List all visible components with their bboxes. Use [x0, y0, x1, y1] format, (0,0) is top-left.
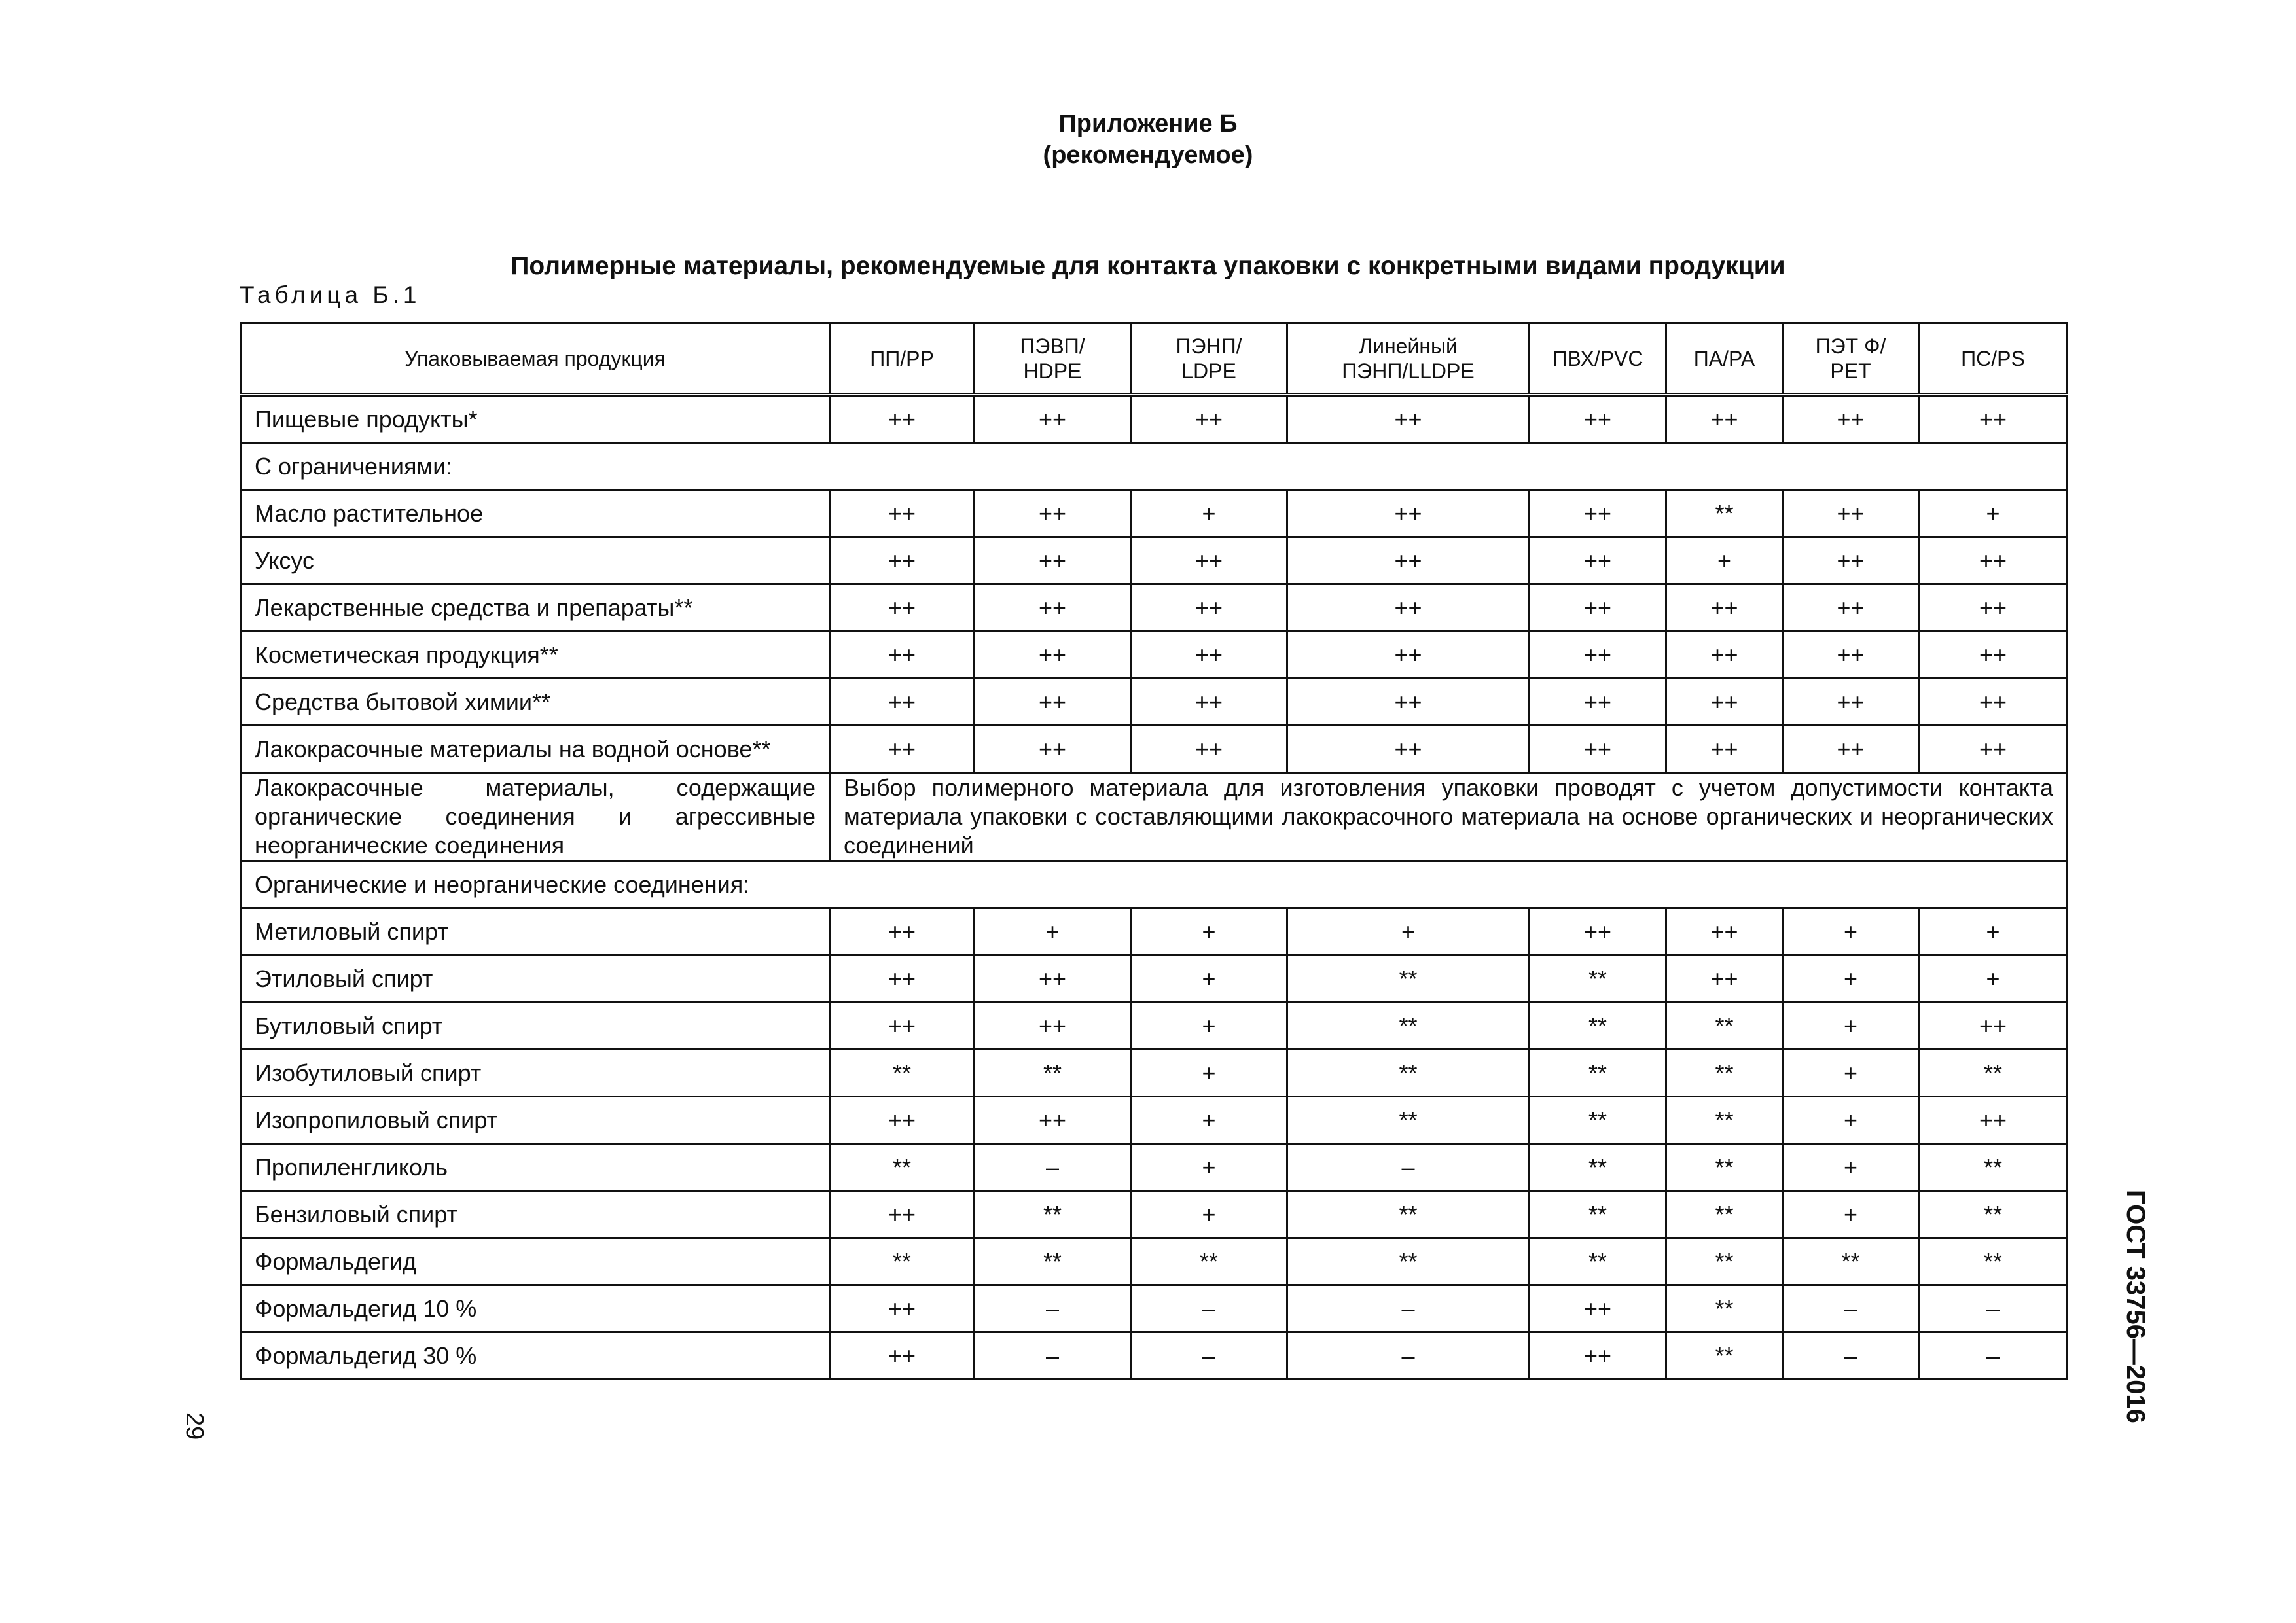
rating-cell: ++	[1287, 490, 1530, 537]
rating-cell: ++	[1783, 679, 1919, 726]
product-name: Формальдегид	[241, 1238, 830, 1285]
table-row	[241, 1238, 2068, 1285]
rating-cell: –	[1131, 1285, 1287, 1332]
rating-cell: **	[1530, 1097, 1666, 1144]
product-name: Лакокрасочные материалы, содержащие органические соединения и агрессивные неорганические соединения	[241, 773, 830, 861]
column-header-line: ПП/PP	[870, 346, 934, 370]
product-name: Изобутиловый спирт	[241, 1050, 830, 1097]
rating-cell: **	[1530, 1191, 1666, 1238]
table-row	[241, 632, 2068, 679]
rating-cell: ++	[1783, 395, 1919, 443]
column-header	[975, 323, 1131, 395]
table-row	[241, 908, 2068, 955]
rating-cell: **	[1666, 1050, 1783, 1097]
rating-cell: **	[1666, 1238, 1783, 1285]
rating-cell: +	[1783, 1097, 1919, 1144]
rating-cell: ++	[975, 1097, 1131, 1144]
product-name: Пропиленгликоль	[241, 1144, 830, 1191]
section-heading: Органические и неорганические соединения:	[241, 861, 2068, 908]
rating-cell: ++	[1666, 908, 1783, 955]
rating-cell: +	[1783, 1191, 1919, 1238]
rating-cell: ++	[1530, 1285, 1666, 1332]
rating-cell: **	[830, 1144, 975, 1191]
table-row	[241, 955, 2068, 1003]
rating-cell: ++	[1131, 395, 1287, 443]
rating-cell: ++	[1919, 395, 2068, 443]
rating-cell: **	[975, 1191, 1131, 1238]
rating-cell: ++	[1666, 726, 1783, 773]
rating-cell: ++	[830, 1191, 975, 1238]
rating-cell: ++	[1530, 726, 1666, 773]
rating-cell: ++	[1287, 537, 1530, 584]
rating-cell: ++	[1530, 1332, 1666, 1380]
column-header-line: ПЭНП/LLDPE	[1342, 359, 1475, 383]
table-row	[241, 773, 2068, 861]
rating-cell: ++	[1530, 679, 1666, 726]
rating-cell: **	[975, 1238, 1131, 1285]
annex-title: Приложение Б	[1058, 110, 1238, 137]
rating-cell: ++	[975, 395, 1131, 443]
rating-cell: ++	[1919, 726, 2068, 773]
table-row	[241, 726, 2068, 773]
column-header-line: HDPE	[1023, 359, 1082, 383]
column-header-line: Линейный	[1359, 334, 1458, 358]
rating-cell: **	[1919, 1144, 2068, 1191]
product-name: Метиловый спирт	[241, 908, 830, 955]
table-label: Таблица Б.1	[240, 281, 421, 308]
rating-cell: ++	[1783, 632, 1919, 679]
rating-cell: **	[1131, 1238, 1287, 1285]
rating-cell: **	[1287, 1191, 1530, 1238]
rating-cell: ++	[975, 537, 1131, 584]
product-name: Формальдегид 30 %	[241, 1332, 830, 1380]
rating-cell: ++	[1131, 632, 1287, 679]
rating-cell: ++	[975, 726, 1131, 773]
rating-cell: ++	[1783, 584, 1919, 632]
product-name: Этиловый спирт	[241, 955, 830, 1003]
rating-cell: **	[1666, 490, 1783, 537]
rating-cell: **	[1530, 1238, 1666, 1285]
rating-cell: ++	[1666, 632, 1783, 679]
rating-cell: ++	[1666, 395, 1783, 443]
selection-note: Выбор полимерного материала для изготовления упаковки проводят с учетом допустимости контакта материала упаковки с составляющими лакокрасочного материала на основе органических и неорганических соединений	[830, 773, 2068, 861]
rating-cell: **	[1287, 1050, 1530, 1097]
table-row	[241, 1050, 2068, 1097]
rating-cell: **	[1919, 1238, 2068, 1285]
table-row	[241, 490, 2068, 537]
rating-cell: +	[1131, 1003, 1287, 1050]
rating-cell: ++	[975, 679, 1131, 726]
column-header-line: ПВХ/PVC	[1552, 346, 1643, 370]
table-row	[241, 584, 2068, 632]
rating-cell: ++	[1287, 584, 1530, 632]
rating-cell: –	[1783, 1332, 1919, 1380]
rating-cell: ++	[1530, 490, 1666, 537]
rating-cell: +	[1783, 908, 1919, 955]
rating-cell: –	[975, 1144, 1131, 1191]
rating-cell: ++	[1530, 632, 1666, 679]
table-body	[241, 395, 2068, 1380]
rating-cell: ++	[830, 726, 975, 773]
materials-table	[240, 322, 2068, 1380]
rating-cell: ++	[1530, 537, 1666, 584]
rating-cell: **	[1287, 1003, 1530, 1050]
product-name: Пищевые продукты*	[241, 395, 830, 443]
rating-cell: **	[1666, 1191, 1783, 1238]
rating-cell: ++	[1666, 584, 1783, 632]
rating-cell: +	[1783, 1050, 1919, 1097]
rating-cell: +	[1919, 955, 2068, 1003]
rating-cell: –	[1287, 1332, 1530, 1380]
column-header-line: ПЭНП/	[1175, 334, 1242, 358]
rating-cell: ++	[830, 1003, 975, 1050]
table-row	[241, 537, 2068, 584]
column-header-line: ПЭВП/	[1020, 334, 1085, 358]
table-row	[241, 1003, 2068, 1050]
product-name: Лакокрасочные материалы на водной основе**	[241, 726, 830, 773]
rating-cell: +	[1131, 1191, 1287, 1238]
rating-cell: +	[1287, 908, 1530, 955]
rating-cell: ++	[830, 584, 975, 632]
rating-cell: **	[1919, 1191, 2068, 1238]
rating-cell: ++	[1287, 395, 1530, 443]
product-name: Бензиловый спирт	[241, 1191, 830, 1238]
rating-cell: –	[1919, 1285, 2068, 1332]
column-header	[1783, 323, 1919, 395]
product-name: Уксус	[241, 537, 830, 584]
rating-cell: ++	[1131, 537, 1287, 584]
rating-cell: –	[1287, 1144, 1530, 1191]
rating-cell: +	[1919, 908, 2068, 955]
rating-cell: ++	[830, 632, 975, 679]
rating-cell: +	[1131, 1144, 1287, 1191]
rating-cell: ++	[1131, 679, 1287, 726]
column-header-line: LDPE	[1181, 359, 1236, 383]
column-header	[241, 323, 830, 395]
table-row	[241, 1097, 2068, 1144]
column-header-line: PET	[1830, 359, 1871, 383]
column-header	[1919, 323, 2068, 395]
rating-cell: ++	[1666, 679, 1783, 726]
column-header	[1131, 323, 1287, 395]
column-header	[830, 323, 975, 395]
rating-cell: ++	[1530, 908, 1666, 955]
rating-cell: ++	[1919, 1003, 2068, 1050]
table-row	[241, 1332, 2068, 1380]
rating-cell: ++	[830, 679, 975, 726]
rating-cell: **	[1666, 1285, 1783, 1332]
rating-cell: ++	[975, 955, 1131, 1003]
table-row	[241, 443, 2068, 490]
rating-cell: **	[1666, 1097, 1783, 1144]
rating-cell: ++	[1783, 726, 1919, 773]
rating-cell: –	[1783, 1285, 1919, 1332]
rating-cell: +	[1783, 955, 1919, 1003]
rating-cell: ++	[1919, 679, 2068, 726]
rating-cell: ++	[830, 537, 975, 584]
rating-cell: ++	[1919, 1097, 2068, 1144]
rating-cell: ++	[1530, 584, 1666, 632]
rating-cell: ++	[830, 1332, 975, 1380]
product-name: Лекарственные средства и препараты**	[241, 584, 830, 632]
rating-cell: –	[975, 1332, 1131, 1380]
rating-cell: ++	[830, 1097, 975, 1144]
product-name: Косметическая продукция**	[241, 632, 830, 679]
rating-cell: **	[1530, 955, 1666, 1003]
table-row	[241, 1191, 2068, 1238]
product-name: Изопропиловый спирт	[241, 1097, 830, 1144]
rating-cell: ++	[1783, 537, 1919, 584]
rating-cell: ++	[830, 1285, 975, 1332]
rating-cell: ++	[1919, 537, 2068, 584]
rating-cell: ++	[1530, 395, 1666, 443]
annex-type: (рекомендуемое)	[1043, 141, 1253, 169]
rating-cell: **	[1530, 1003, 1666, 1050]
rating-cell: ++	[1131, 726, 1287, 773]
table-caption: Полимерные материалы, рекомендуемые для контакта упаковки с конкретными видами продукции	[511, 252, 1785, 280]
rating-cell: +	[1131, 1097, 1287, 1144]
rating-cell: **	[1919, 1050, 2068, 1097]
column-header	[1287, 323, 1530, 395]
header-row	[241, 323, 2068, 395]
rating-cell: **	[830, 1050, 975, 1097]
rating-cell: **	[1666, 1003, 1783, 1050]
rating-cell: +	[1783, 1144, 1919, 1191]
column-header-line: ПА/PA	[1693, 346, 1755, 370]
rating-cell: **	[830, 1238, 975, 1285]
rating-cell: ++	[975, 584, 1131, 632]
rating-cell: ++	[975, 1003, 1131, 1050]
section-heading: С ограничениями:	[241, 443, 2068, 490]
rating-cell: ++	[1783, 490, 1919, 537]
rating-cell: **	[1287, 955, 1530, 1003]
rating-cell: ++	[1131, 584, 1287, 632]
table-row	[241, 1285, 2068, 1332]
table-row	[241, 861, 2068, 908]
rating-cell: ++	[1287, 726, 1530, 773]
column-header	[1666, 323, 1783, 395]
rating-cell: ++	[975, 632, 1131, 679]
table-row	[241, 1144, 2068, 1191]
column-header-line: ПЭТ Ф/	[1815, 334, 1886, 358]
product-name: Масло растительное	[241, 490, 830, 537]
rating-cell: –	[1131, 1332, 1287, 1380]
product-name: Бутиловый спирт	[241, 1003, 830, 1050]
rating-cell: **	[975, 1050, 1131, 1097]
annex-heading	[0, 108, 2296, 171]
rating-cell: **	[1666, 1144, 1783, 1191]
rating-cell: +	[1131, 1050, 1287, 1097]
rating-cell: ++	[830, 395, 975, 443]
product-name: Формальдегид 10 %	[241, 1285, 830, 1332]
rating-cell: ++	[1287, 679, 1530, 726]
table-row	[241, 395, 2068, 443]
rating-cell: ++	[1666, 955, 1783, 1003]
rating-cell: **	[1287, 1238, 1530, 1285]
rating-cell: ++	[1287, 632, 1530, 679]
rating-cell: +	[975, 908, 1131, 955]
rating-cell: ++	[975, 490, 1131, 537]
product-name: Средства бытовой химии**	[241, 679, 830, 726]
rating-cell: ++	[830, 490, 975, 537]
rating-cell: +	[1131, 490, 1287, 537]
rating-cell: ++	[1919, 584, 2068, 632]
standard-code: ГОСТ 33756—2016	[2121, 1190, 2150, 1423]
rating-cell: **	[1783, 1238, 1919, 1285]
rating-cell: **	[1530, 1144, 1666, 1191]
rating-cell: +	[1666, 537, 1783, 584]
rating-cell: ++	[830, 955, 975, 1003]
rating-cell: **	[1666, 1332, 1783, 1380]
rating-cell: +	[1783, 1003, 1919, 1050]
rating-cell: –	[1919, 1332, 2068, 1380]
rating-cell: **	[1287, 1097, 1530, 1144]
rating-cell: **	[1530, 1050, 1666, 1097]
rating-cell: ++	[1919, 632, 2068, 679]
rating-cell: ++	[830, 908, 975, 955]
rating-cell: +	[1131, 955, 1287, 1003]
rating-cell: –	[1287, 1285, 1530, 1332]
page-number: 29	[181, 1412, 208, 1440]
rating-cell: +	[1131, 908, 1287, 955]
column-header-line: ПС/PS	[1961, 346, 2025, 370]
column-header-line: Упаковываемая продукция	[404, 346, 666, 370]
rating-cell: +	[1919, 490, 2068, 537]
column-header	[1530, 323, 1666, 395]
table-row	[241, 679, 2068, 726]
rating-cell: –	[975, 1285, 1131, 1332]
